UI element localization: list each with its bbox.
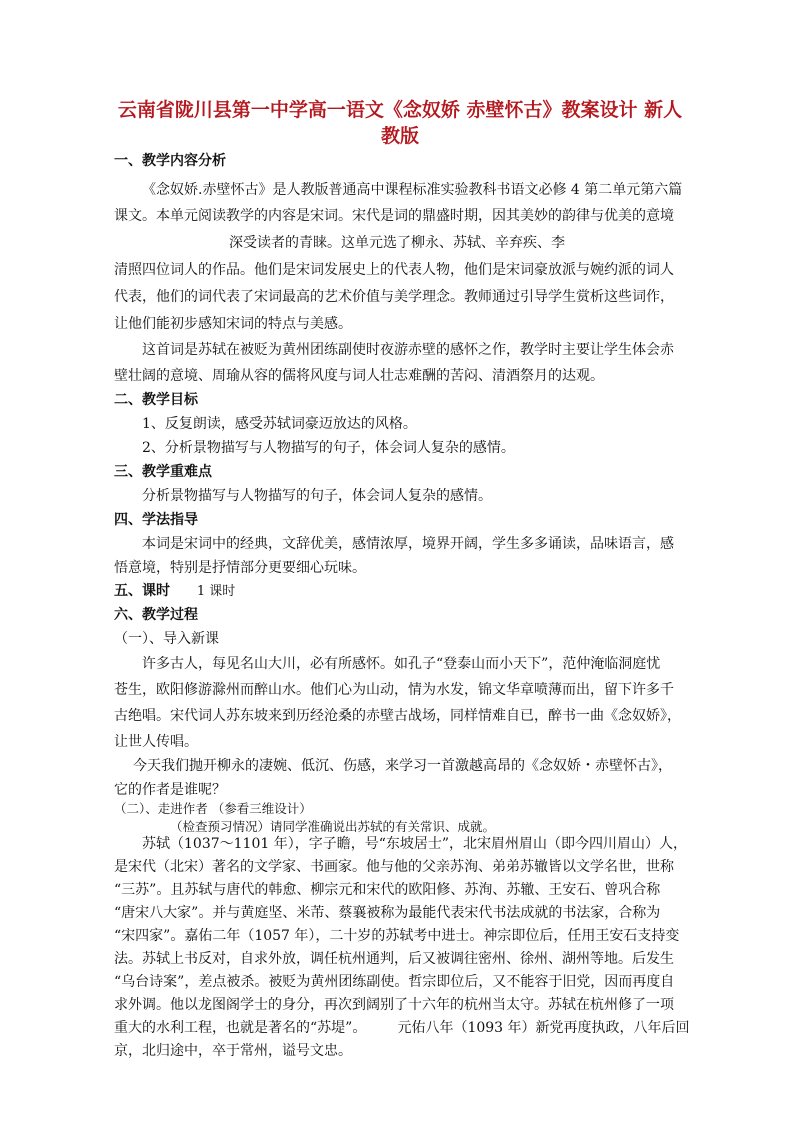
paragraph-line: 深受读者的青睐。这单元选了柳永、苏轼、辛弃疾、李	[229, 235, 565, 251]
paragraph-line: 壁壮阔的意境、周瑜从容的儒将风度与词人壮志难酬的苦闷、清酒祭月的达观。	[114, 368, 604, 384]
paragraph-line: 清照四位词人的作品。他们是宋词发展史上的代表人物，他们是宋词豪放派与婉约派的词人	[114, 262, 674, 278]
title-line-1: 云南省陇川县第一中学高一语文《念奴娇 赤壁怀古》教案设计 新人	[117, 99, 683, 121]
paragraph-line: 代表，他们的词代表了宋词最高的艺术价值与美学理念。教师通过引导学生赏析这些词作，	[114, 289, 674, 305]
section-heading-key-points: 三、教学重难点	[114, 464, 212, 480]
bio-line: “唐宋八大家”。并与黄庭坚、米芾、蔡襄被称为最能代表宋代书法成就的书法家，合称为	[114, 905, 661, 921]
paragraph-line: （检查预习情况）请同学准确说出苏轼的有关常识、成就。	[170, 819, 496, 834]
title-line-2: 教版	[380, 125, 419, 147]
bio-line: “三苏”。且苏轼与唐代的韩愈、柳宗元和宋代的欧阳修、苏洵、苏辙、王安石、曾巩合称	[114, 882, 661, 898]
paragraph-line: 让他们能初步感知宋词的特点与美感。	[114, 316, 352, 332]
section-heading-class-hours	[114, 581, 235, 602]
section-heading-objectives: 二、教学目标	[114, 392, 198, 408]
bio-line: 是宋代（北宋）著名的文学家、书画家。他与他的父亲苏洵、弟弟苏辙皆以文学名世，世称	[114, 859, 674, 875]
bio-line: 苏轼（1037～1101 年），字子瞻，号“东坡居士”，北宋眉州眉山（即今四川眉山）人，	[142, 836, 688, 852]
section-heading-content-analysis: 一、教学内容分析	[114, 153, 226, 169]
bio-line: “乌台诗案”，差点被杀。被贬为黄州团练副使。哲宗即位后，又不能容于旧党，因而再度自	[114, 974, 675, 990]
paragraph-line: 让世人传唱。	[114, 734, 198, 750]
bio-line: 重大的水利工程，也就是著名的“苏堤”。 元佑八年（1093 年）新党再度执政，八年后回	[114, 1020, 690, 1036]
paragraph-line: 分析景物描写与人物描写的句子，体会词人复杂的感情。	[142, 488, 492, 504]
paragraph-line: 许多古人，每见名山大川，必有所感怀。如孔子“登泰山而小天下”，范仲淹临洞庭忧	[142, 656, 661, 672]
paragraph-line: 《念奴娇.赤壁怀古》是人教版普通高中课程标准实验教科书语文必修 4 第二单元第六篇	[142, 182, 683, 198]
paragraph-line: 古绝唱。宋代词人苏东坡来到历经沧桑的赤壁古战场，同样情难自已，醉书一曲《念奴娇》，	[114, 708, 681, 724]
paragraph-line: 悟意境，特别是抒情部分更要细心玩味。	[114, 560, 366, 576]
bio-line: “宋四家”。嘉佑二年（1057 年），二十岁的苏轼考中进士。神宗即位后，任用王安石支持变	[114, 928, 680, 944]
paragraph-line: 这首词是苏轼在被贬为黄州团练副使时夜游赤壁的感怀之作，教学时主要让学生体会赤	[142, 342, 674, 358]
subsection-heading-intro: （一）、导入新课	[114, 631, 219, 647]
class-hours-label: 五、课时	[114, 583, 170, 599]
list-item: 1、反复朗读，感受苏轼词豪迈放达的风格。	[142, 416, 417, 432]
paragraph-line: 课文。本单元阅读教学的内容是宋词。宋代是词的鼎盛时期，因其美妙的韵律与优美的意境	[114, 208, 674, 224]
bio-line: 京，北归途中，卒于常州，谥号文忠。	[114, 1043, 352, 1059]
class-hours-value: 1 课时	[196, 584, 236, 599]
list-item: 2、分析景物描写与人物描写的句子，体会词人复杂的感情。	[142, 440, 515, 456]
paragraph-line: 苍生，欧阳修游滁州而醉山水。他们心为山动，情为水发，锦文华章喷薄而出，留下许多千	[114, 682, 674, 698]
bio-line: 法。苏轼上书反对，自求外放，调任杭州通判，后又被调往密州、徐州、湖州等地。后发生	[114, 951, 674, 967]
document-title	[110, 97, 690, 149]
paragraph-line: 今天我们抛开柳永的凄婉、低沉、伤感，来学习一首激越高昂的《念奴娇・赤壁怀古》，	[133, 758, 672, 774]
bio-line: 求外调。他以龙图阁学士的身分，再次到阔别了十六年的杭州当太守。苏轼在杭州修了一项	[114, 997, 674, 1013]
subsection-heading-author: （二）、走进作者 （参看三维设计）	[114, 801, 312, 816]
paragraph-line: 本词是宋词中的经典，文辞优美，感情浓厚，境界开阔，学生多多诵读，品味语言，感	[142, 536, 674, 552]
section-heading-teaching-process: 六、教学过程	[114, 607, 198, 623]
paragraph-line: 它的作者是谁呢？	[114, 782, 226, 798]
section-heading-study-guide: 四、学法指导	[114, 512, 198, 528]
